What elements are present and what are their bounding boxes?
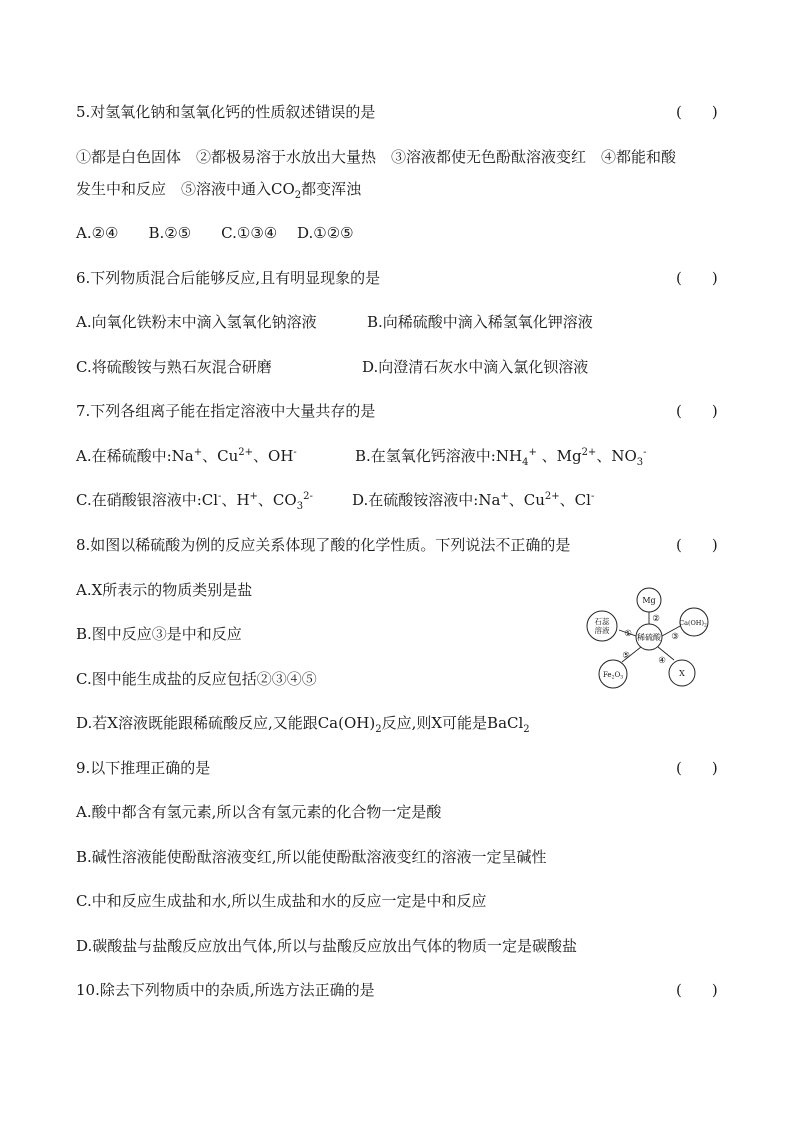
subscript: 3 — [296, 501, 304, 512]
q8-option-a: A.X所表示的物质类别是盐 — [76, 581, 253, 599]
q7-option-a — [76, 446, 297, 466]
reaction-number-3: ③ — [671, 632, 679, 642]
superscript: - — [218, 491, 222, 502]
q9-option-d: D.碳酸盐与盐酸反应放出气体,所以与盐酸反应放出气体的物质一定是碳酸盐 — [76, 937, 578, 955]
subscript: 2 — [523, 724, 530, 735]
superscript: + — [528, 447, 537, 458]
subscript: 2 — [611, 675, 615, 681]
text: 、Cl — [559, 491, 591, 509]
text: C.在硝酸银溶液中:Cl — [76, 491, 219, 509]
q5-statements-text: 发生中和反应 ⑤溶液中通入CO — [76, 180, 295, 198]
text: 、Mg — [536, 447, 582, 465]
superscript: 2+ — [581, 447, 597, 458]
text: 、CO — [257, 491, 297, 509]
q8-option-c: C.图中能生成盐的反应包括②③④⑤ — [76, 670, 317, 688]
q7-answer-blank: ( ) — [676, 402, 718, 420]
q8-option-b: B.图中反应③是中和反应 — [76, 625, 242, 643]
litmus-label-line1: 石蕊 — [594, 617, 610, 626]
text: A.在稀硫酸中:Na — [76, 447, 194, 465]
subscript: 2 — [704, 623, 707, 629]
q8-stem: 8.如图以稀硫酸为例的反应关系体现了酸的化学性质。下列说法不正确的是 — [76, 536, 571, 554]
reaction-diagram — [586, 586, 718, 690]
q5-stem: 5.对氢氧化钠和氢氧化钙的性质叙述错误的是 — [76, 103, 376, 121]
q7-option-c — [76, 490, 313, 510]
q9-answer-blank: ( ) — [676, 759, 718, 777]
q5-statements-text-end: 都变浑浊 — [301, 180, 362, 198]
text: 、OH — [253, 447, 294, 465]
q5-options: A.②④ B.②⑤ C.①③④ D.①②⑤ — [76, 224, 354, 242]
caoh2-text: Ca(OH) — [679, 619, 705, 627]
q7-stem: 7.下列各组离子能在指定溶液中大量共存的是 — [76, 402, 376, 420]
x-label: X — [679, 669, 685, 678]
superscript: 2- — [303, 491, 313, 502]
q5-statements-line2 — [76, 179, 361, 199]
subscript: 2 — [375, 724, 382, 735]
reaction-number-2: ② — [652, 614, 660, 624]
superscript: - — [293, 447, 297, 458]
q7-option-b — [355, 446, 647, 466]
superscript: - — [643, 447, 647, 458]
center-label: 稀硫酸 — [637, 633, 661, 642]
mg-label: Mg — [642, 596, 656, 605]
q6-option-d: D.向澄清石灰水中滴入氯化钡溶液 — [362, 358, 589, 376]
q5-answer-blank: ( ) — [676, 103, 718, 121]
q10-answer-blank: ( ) — [676, 981, 718, 999]
subscript: 3 — [620, 675, 624, 681]
subscript: 3 — [636, 457, 644, 468]
text: 、NO — [596, 447, 637, 465]
subscript: 4 — [522, 457, 529, 468]
superscript: + — [500, 491, 509, 502]
superscript: 2+ — [238, 447, 254, 458]
q5-statements-line1: ①都是白色固体 ②都极易溶于水放出大量热 ③溶液都使无色酚酞溶液变红 ④都能和酸 — [76, 148, 677, 166]
q8-answer-blank: ( ) — [676, 536, 718, 554]
subscript: 2 — [294, 190, 302, 201]
q9-option-c: C.中和反应生成盐和水,所以生成盐和水的反应一定是中和反应 — [76, 892, 487, 910]
text: D.在硫酸铵溶液中:Na — [352, 491, 501, 509]
superscript: + — [249, 491, 258, 502]
superscript: - — [590, 491, 595, 502]
text: D.若X溶液既能跟稀硫酸反应,又能跟Ca(OH) — [76, 714, 376, 732]
q9-option-a: A.酸中都含有氢元素,所以含有氢元素的化合物一定是酸 — [76, 803, 442, 821]
q10-stem: 10.除去下列物质中的杂质,所选方法正确的是 — [76, 981, 375, 999]
superscript: 2+ — [544, 491, 560, 502]
text: 反应,则X可能是BaCl — [381, 714, 524, 732]
q9-stem: 9.以下推理正确的是 — [76, 759, 211, 777]
q8-option-d — [76, 713, 530, 733]
q9-option-b: B.碱性溶液能使酚酞溶液变红,所以能使酚酞溶液变红的溶液一定呈碱性 — [76, 848, 547, 866]
fe-text: Fe — [602, 671, 612, 679]
superscript: + — [193, 447, 203, 458]
text: 、Cu — [508, 491, 545, 509]
text: 、Cu — [202, 447, 239, 465]
q6-option-c: C.将硫酸铵与熟石灰混合研磨 — [76, 358, 272, 376]
q7-option-d — [352, 490, 594, 510]
litmus-label-line2: 溶液 — [594, 626, 610, 635]
q6-option-b: B.向稀硫酸中滴入稀氢氧化钾溶液 — [367, 313, 593, 331]
reaction-number-5: ⑤ — [622, 651, 630, 661]
text: 、H — [221, 491, 250, 509]
text: B.在氢氧化钙溶液中:NH — [355, 447, 523, 465]
reaction-number-1: ① — [624, 629, 632, 639]
q6-option-a: A.向氧化铁粉末中滴入氢氧化钠溶液 — [76, 313, 317, 331]
q6-answer-blank: ( ) — [676, 269, 718, 287]
q6-stem: 6.下列物质混合后能够反应,且有明显现象的是 — [76, 269, 381, 287]
reaction-number-4: ④ — [658, 656, 666, 666]
o-text: O — [614, 671, 621, 679]
